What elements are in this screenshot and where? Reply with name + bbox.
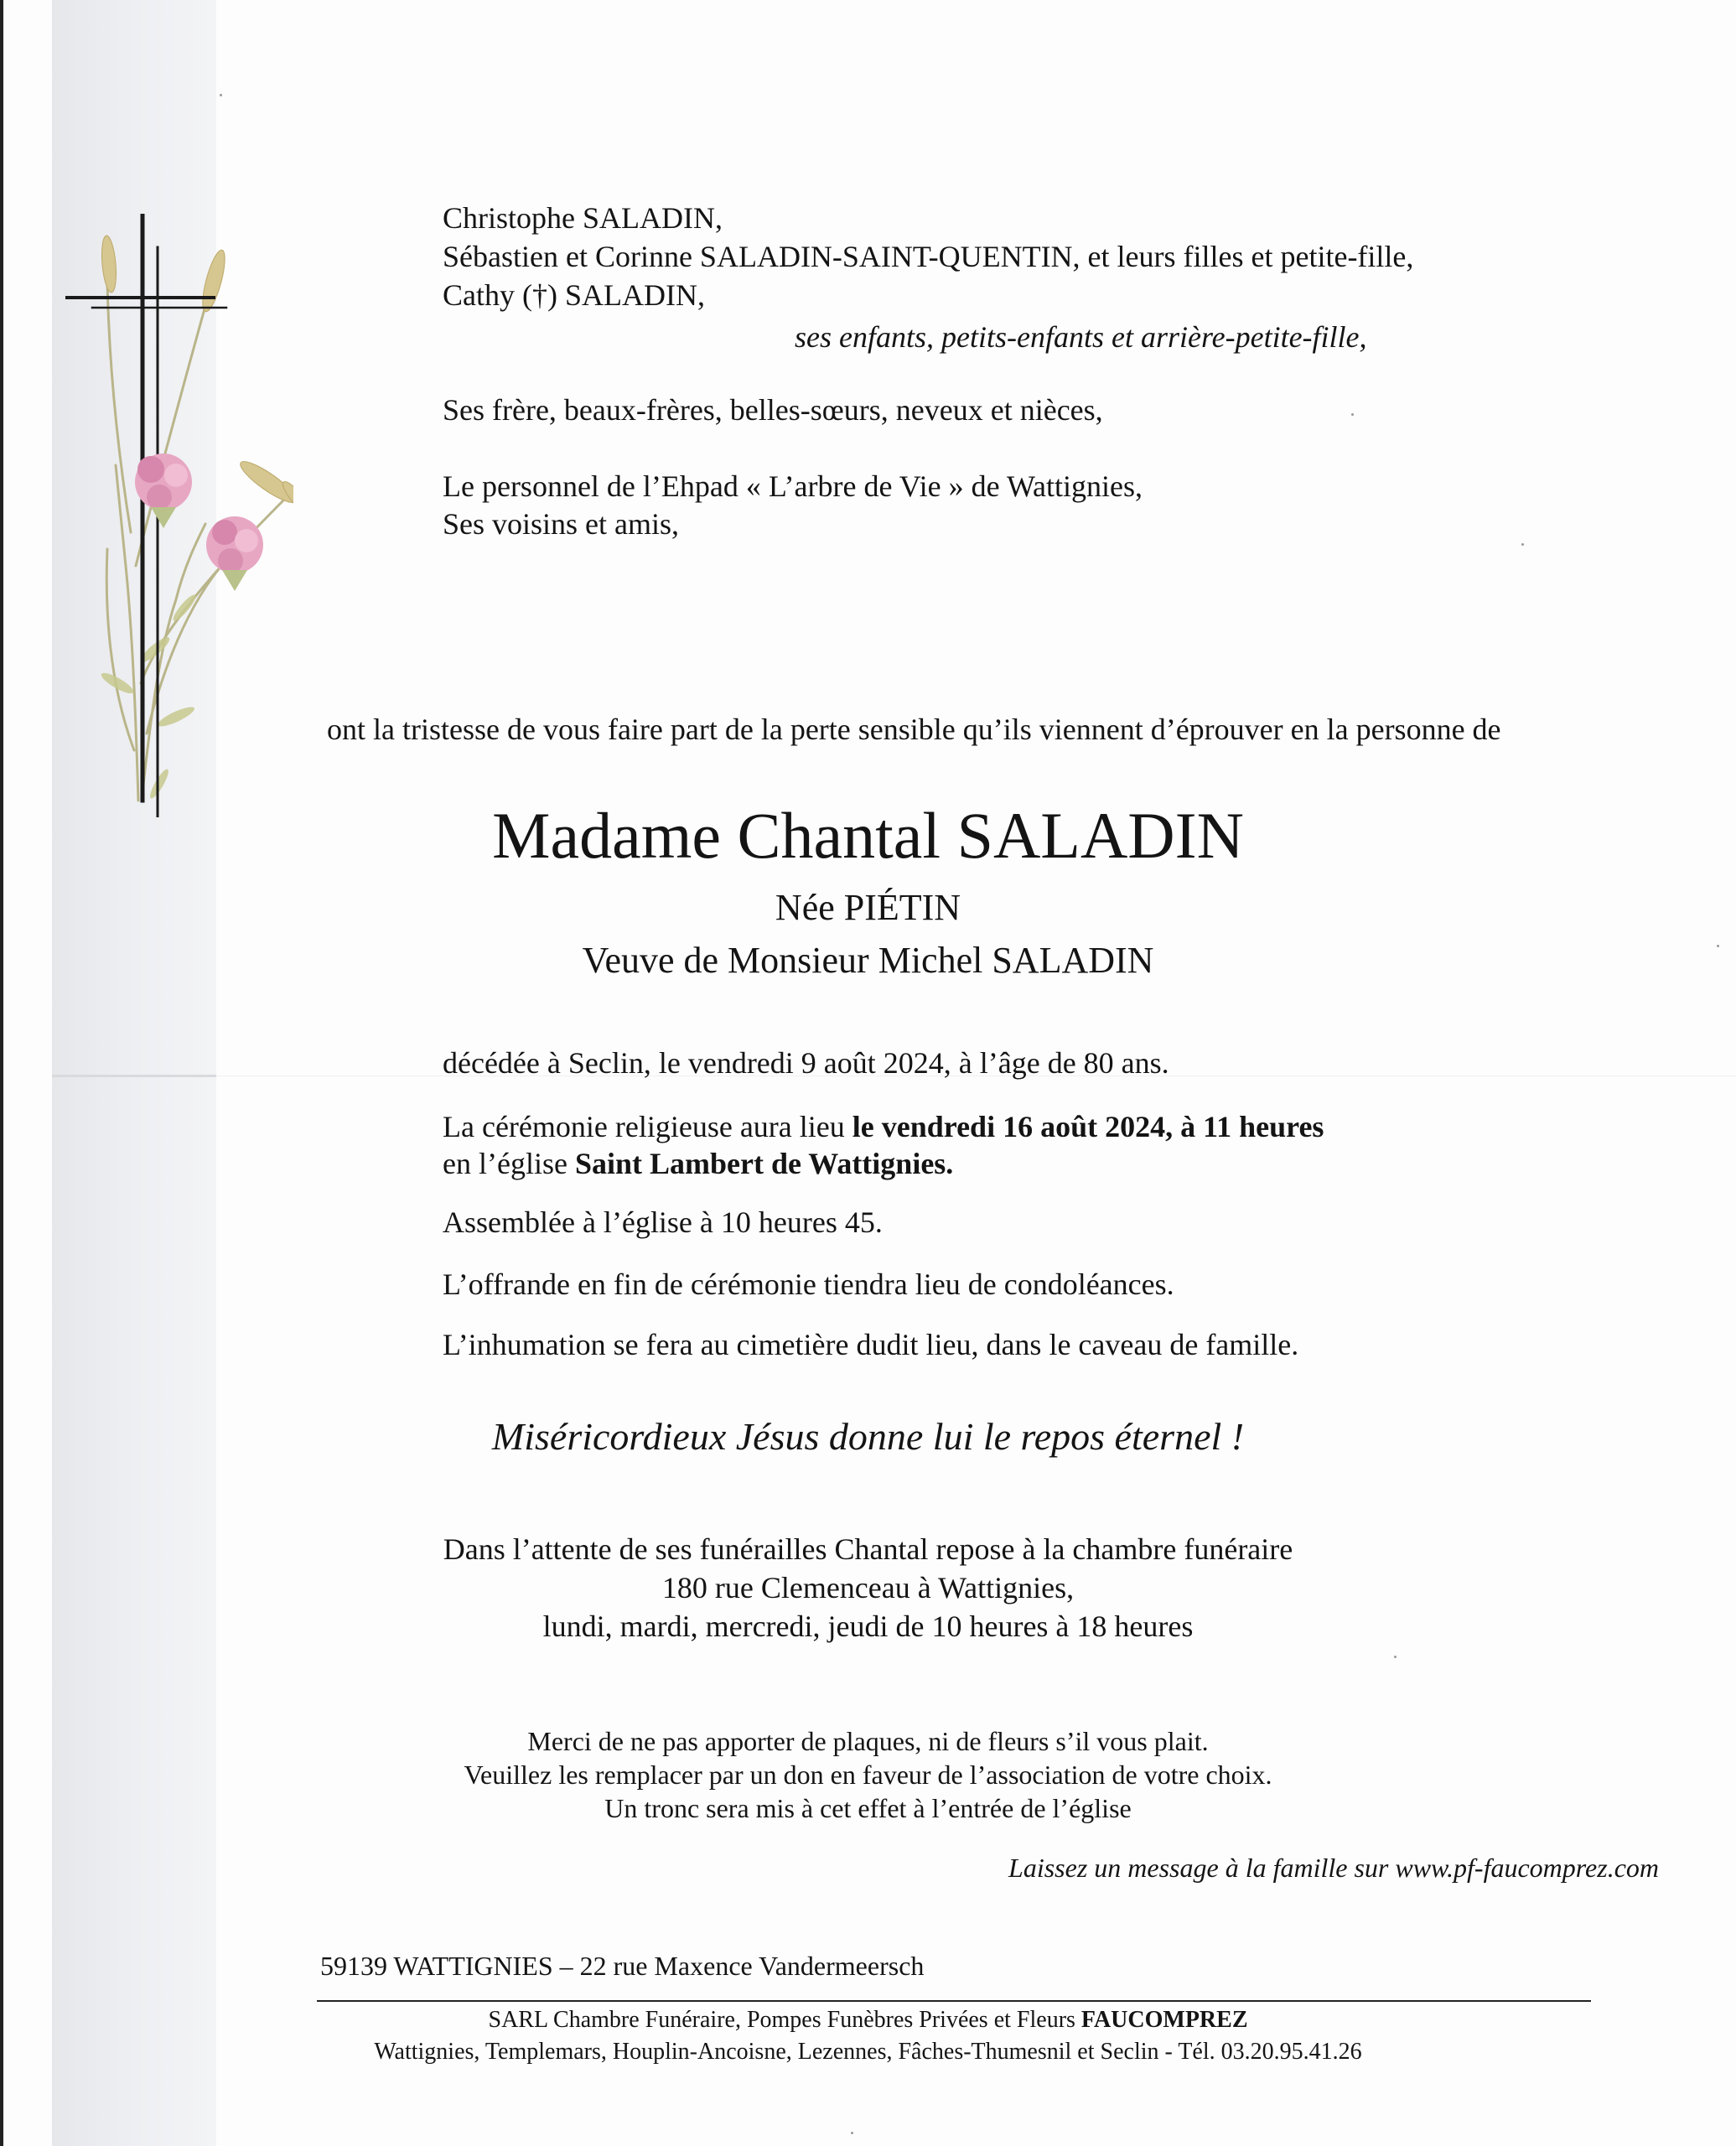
family-staff: Le personnel de l’Ehpad « L’arbre de Vie » de Wattignies,: [443, 469, 1143, 503]
band-fold-line: [52, 1075, 216, 1077]
deceased-widow-of: Veuve de Monsieur Michel SALADIN: [582, 940, 1154, 981]
ceremony-line: [443, 1108, 1324, 1145]
footer-company-name: FAUCOMPREZ: [1080, 2007, 1248, 2033]
ceremony-date-time: le vendredi 16 août 2024, à 11 heures: [852, 1110, 1324, 1143]
family-relation-children: ses enfants, petits-enfants et arrière-petite-fille,: [795, 320, 1367, 354]
ceremony-place-line: [443, 1145, 953, 1182]
scan-speck: [220, 94, 222, 96]
scan-speck: [1521, 543, 1524, 546]
footer-rule: [317, 2000, 1591, 2002]
ceremony-place-intro: en l’église: [443, 1147, 575, 1180]
prayer-line: Miséricordieux Jésus donne lui le repos éternel !: [491, 1415, 1245, 1458]
flowers-line-3: Un tronc sera mis à cet effet à l’entrée de l’église: [604, 1793, 1132, 1823]
footer-towns-phone: Wattignies, Templemars, Houplin-Ancoisne, Lezennes, Fâches-Thumesnil et Seclin - Tél. 03.20.95.41.26: [374, 2039, 1362, 2065]
family-neighbours: Ses voisins et amis,: [443, 507, 680, 541]
deceased-maiden-name: Née PIÉTIN: [775, 887, 961, 928]
rest-line-2: 180 rue Clemenceau à Wattignies,: [661, 1571, 1075, 1604]
burial-note: L’inhumation se fera au cimetière dudit lieu, dans le caveau de famille.: [443, 1328, 1299, 1361]
scan-speck: [1717, 945, 1719, 947]
family-line-children-3: Cathy (†) SALADIN,: [443, 278, 705, 312]
scan-speck: [851, 2132, 853, 2134]
rest-line-1: Dans l’attente de ses funérailles Chantal repose à la chambre funéraire: [443, 1532, 1293, 1566]
announcement-text: ont la tristesse de vous faire part de la perte sensible qu’ils viennent d’éprouver en la personne de: [327, 713, 1501, 746]
offering-note: L’offrande en fin de cérémonie tiendra lieu de condoléances.: [443, 1267, 1174, 1301]
family-line-children-2: Sébastien et Corinne SALADIN-SAINT-QUENTIN, et leurs filles et petite-fille,: [443, 240, 1414, 273]
footer-company-prefix: SARL Chambre Funéraire, Pompes Funèbres Privées et Fleurs: [488, 2007, 1081, 2033]
online-message-note: Laissez un message à la famille sur www.pf-faucomprez.com: [1008, 1853, 1659, 1883]
family-line-children-1: Christophe SALADIN,: [443, 201, 723, 235]
address: 59139 WATTIGNIES – 22 rue Maxence Vandermeersch: [320, 1951, 925, 1981]
death-details: décédée à Seclin, le vendredi 9 août 2024, à l’âge de 80 ans.: [443, 1046, 1169, 1080]
scan-speck: [1394, 1656, 1397, 1658]
flowers-line-2: Veuillez les remplacer par un don en faveur de l’association de votre choix.: [464, 1760, 1272, 1790]
scan-speck: [1351, 413, 1354, 416]
ceremony-intro: La cérémonie religieuse aura lieu: [443, 1110, 852, 1143]
family-siblings: Ses frère, beaux-frères, belles-sœurs, neveux et nièces,: [443, 393, 1103, 427]
rest-line-3: lundi, mardi, mercredi, jeudi de 10 heures à 18 heures: [542, 1610, 1194, 1643]
deceased-name: Madame Chantal SALADIN: [492, 799, 1244, 872]
flowers-line-1: Merci de ne pas apporter de plaques, ni de fleurs s’il vous plait.: [527, 1726, 1209, 1756]
ceremony-place: Saint Lambert de Wattignies.: [574, 1147, 954, 1180]
footer-company: [0, 2005, 1736, 2035]
assembly-time: Assemblée à l’église à 10 heures 45.: [443, 1205, 883, 1239]
cross-with-wheat-and-carnations-icon: [59, 214, 293, 817]
